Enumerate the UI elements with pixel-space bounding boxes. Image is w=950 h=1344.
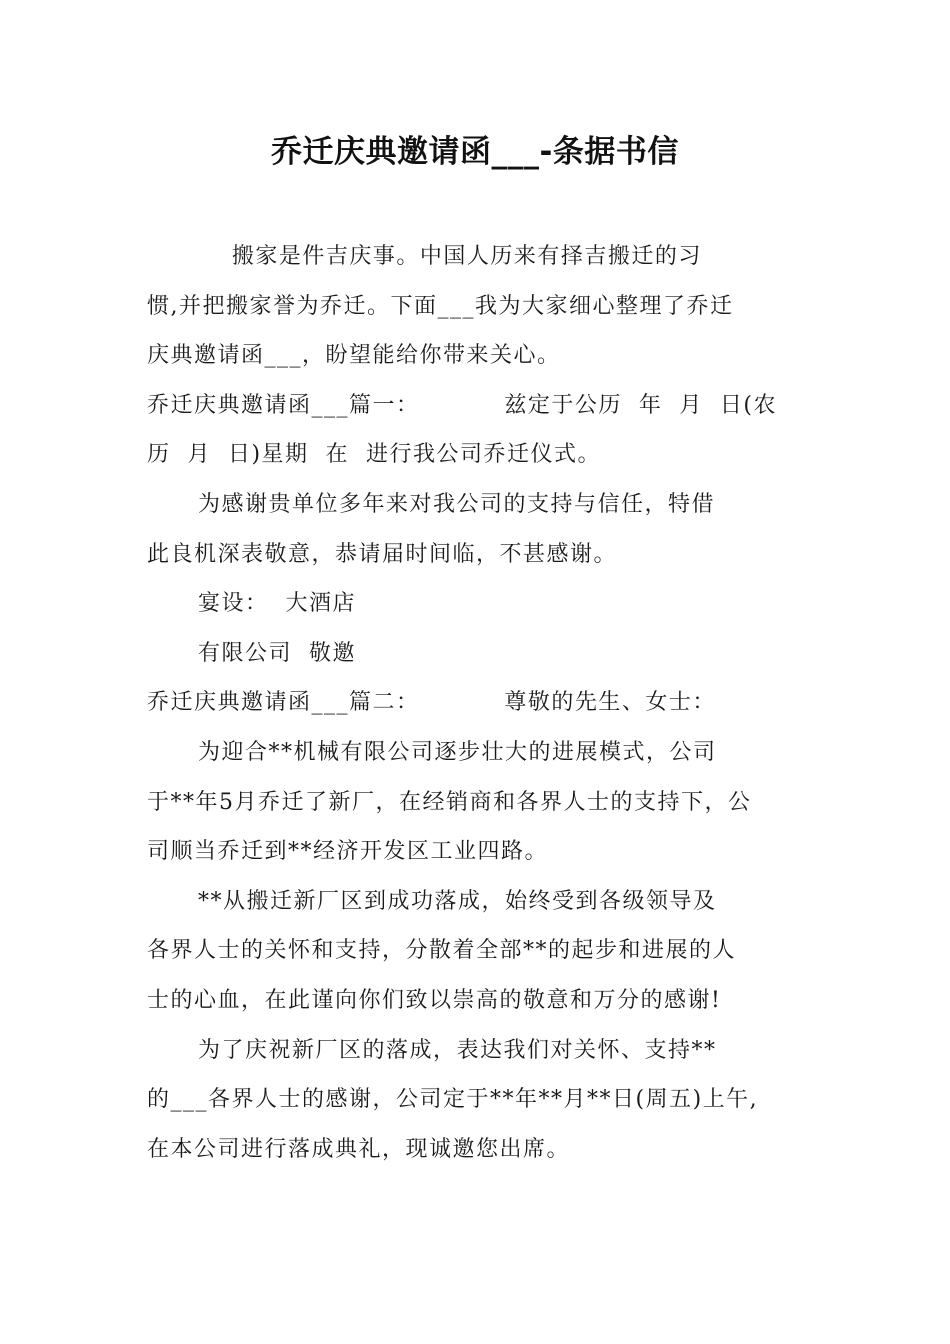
- document-title: 乔迁庆典邀请函___-条据书信: [271, 134, 679, 170]
- body-line: 庆典邀请函___，盼望能给你带来关心。: [147, 343, 561, 369]
- body-line: 历 月 日)星期 在 进行我公司乔迁仪式。: [147, 442, 602, 468]
- body-line: 的___各界人士的感谢，公司定于**年**月**日(周五)上午,: [147, 1087, 759, 1113]
- body-line: 各界人士的关怀和支持，分散着全部**的起步和进展的人: [147, 938, 737, 964]
- document-body: [147, 232, 815, 1174]
- body-line: 此良机深表敬意，恭请届时间临，不甚感谢。: [147, 541, 618, 567]
- body-line: 乔迁庆典邀请函___篇一： 兹定于公历 年 月 日(农: [147, 392, 777, 418]
- body-line: 士的心血，在此谨向你们致以崇高的敬意和万分的感谢!: [147, 987, 722, 1013]
- body-line: 司顺当乔迁到**经济开发区工业四路。: [147, 839, 549, 865]
- body-line: 在本公司进行落成典礼，现诚邀您出席。: [147, 1136, 571, 1162]
- body-line: 惯,并把搬家誉为乔迁。下面___我为大家细心整理了乔迁: [147, 293, 734, 319]
- body-line: 搬家是件吉庆事。中国人历来有择吉搬迁的习: [147, 244, 702, 269]
- body-line: 为感谢贵单位多年来对我公司的支持与信任，特借: [147, 491, 715, 517]
- body-line: 于**年5月乔迁了新厂，在经销商和各界人士的支持下，公: [147, 789, 752, 815]
- body-line: 为了庆祝新厂区的落成，表达我们对关怀、支持**: [147, 1037, 717, 1063]
- body-line: 有限公司 敬邀: [147, 640, 356, 666]
- body-line: 为迎合**机械有限公司逐步壮大的进展模式，公司: [147, 739, 717, 765]
- body-line: **从搬迁新厂区到成功落成，始终受到各级领导及: [147, 888, 717, 914]
- body-line: 宴设： 大酒店: [147, 591, 356, 617]
- body-line: 乔迁庆典邀请函___篇二： 尊敬的先生、女士：: [147, 690, 716, 716]
